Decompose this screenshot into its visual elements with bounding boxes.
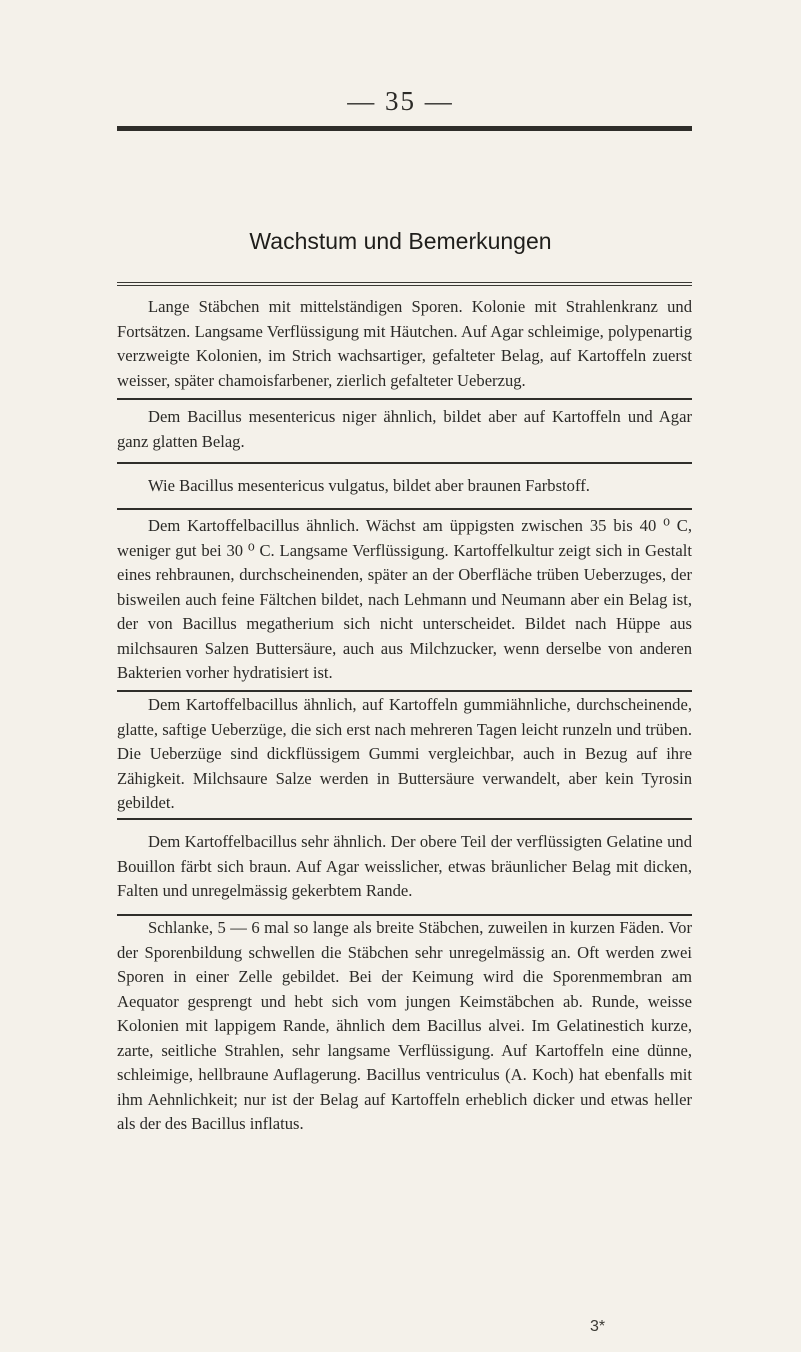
entry-text: Dem Kartoffelbacillus sehr ähnlich. Der obere Teil der verflüssigten Gelatine und Bouillon färbt sich braun. Auf Agar weisslicher, etwas bräunlicher Belag mit dicken, Falten und unregelmässig gekerbtem Rande.	[117, 832, 692, 900]
entry-text: Dem Kartoffelbacillus ähnlich. Wächst am üppigsten zwischen 35 bis 40 ⁰ C, weniger gut bei 30 ⁰ C. Langsame Verflüssigung. Kartoffelkultur zeigt sich in Gestalt eines rehbraunen, durchscheinenden, später an der Oberfläche trüben Ueberzuges, der bisweilen auch feine Fältchen bildet, nach Lehmann und Neumann aber ein Belag ist, der von Bacillus megatherium sich nicht unterscheidet. Bildet nach Hüppe aus milchsauren Salzen Buttersäure, auch aus Milchzucker, wenn derselbe von anderen Bakterien vorher hydratisiert ist.	[117, 516, 692, 682]
title-rule-upper	[117, 282, 692, 283]
entry-2	[117, 405, 692, 454]
entry-4	[117, 514, 692, 686]
entry-3	[117, 474, 692, 499]
entry-text: Dem Kartoffelbacillus ähnlich, auf Kartoffeln gummiähnliche, durchscheinende, glatte, saftige Ueberzüge, die sich erst nach mehreren Tagen leicht runzeln und trüben. Die Ueberzüge sind dickflüssigem Gummi vergleichbar, auch in Bezug auf ihre Zähigkeit. Milchsaure Salze werden in Buttersäure verwandelt, aber kein Tyrosin gebildet.	[117, 695, 692, 812]
page-number: — 35 —	[347, 86, 454, 116]
entry-text: Wie Bacillus mesentericus vulgatus, bildet aber braunen Farbstoff.	[148, 476, 590, 495]
entry-6	[117, 830, 692, 904]
entry-text: Lange Stäbchen mit mittelständigen Sporen. Kolonie mit Strahlenkranz und Fortsätzen. Langsame Verflüssigung mit Häutchen. Auf Agar schleimige, polypenartig verzweigte Kolonien, im Strich wachsartiger, gefalteter Belag, auf Kartoffeln zuerst weisser, später chamoisfarbener, zierlich gefalteter Ueberzug.	[117, 297, 692, 390]
signature-mark: 3*	[590, 1318, 606, 1335]
entry-5	[117, 693, 692, 816]
entry-1	[117, 295, 692, 393]
title-rule-lower	[117, 285, 692, 286]
entry-divider	[117, 690, 692, 692]
entry-7	[117, 916, 692, 1137]
entry-divider	[117, 508, 692, 510]
entry-text: Dem Bacillus mesentericus niger ähnlich, bildet aber auf Kartoffeln und Agar ganz glatten Belag.	[117, 407, 692, 451]
entry-divider	[117, 818, 692, 820]
entry-divider	[117, 462, 692, 464]
page-title: Wachstum und Bemerkungen	[249, 228, 552, 254]
header-rule	[117, 126, 692, 131]
entry-divider	[117, 398, 692, 400]
entry-text: Schlanke, 5 — 6 mal so lange als breite Stäbchen, zuweilen in kurzen Fäden. Vor der Sporenbildung schwellen die Stäbchen sehr unregelmässig an. Oft werden zwei Sporen in einer Zelle gebildet. Bei der Keimung wird die Sporenmembran am Aequator gesprengt und hebt sich vom jungen Keimstäbchen ab. Runde, weisse Kolonien mit lappigem Rande, ähnlich dem Bacillus alvei. Im Gelatinestich kurze, zarte, seitliche Strahlen, sehr langsame Verflüssigung. Auf Kartoffeln eine dünne, schleimige, hellbraune Auflagerung. Bacillus ventriculus (A. Koch) hat ebenfalls mit ihm Aehnlichkeit; nur ist der Belag auf Kartoffeln erheblich dicker und etwas heller als der des Bacillus inflatus.	[117, 918, 692, 1133]
